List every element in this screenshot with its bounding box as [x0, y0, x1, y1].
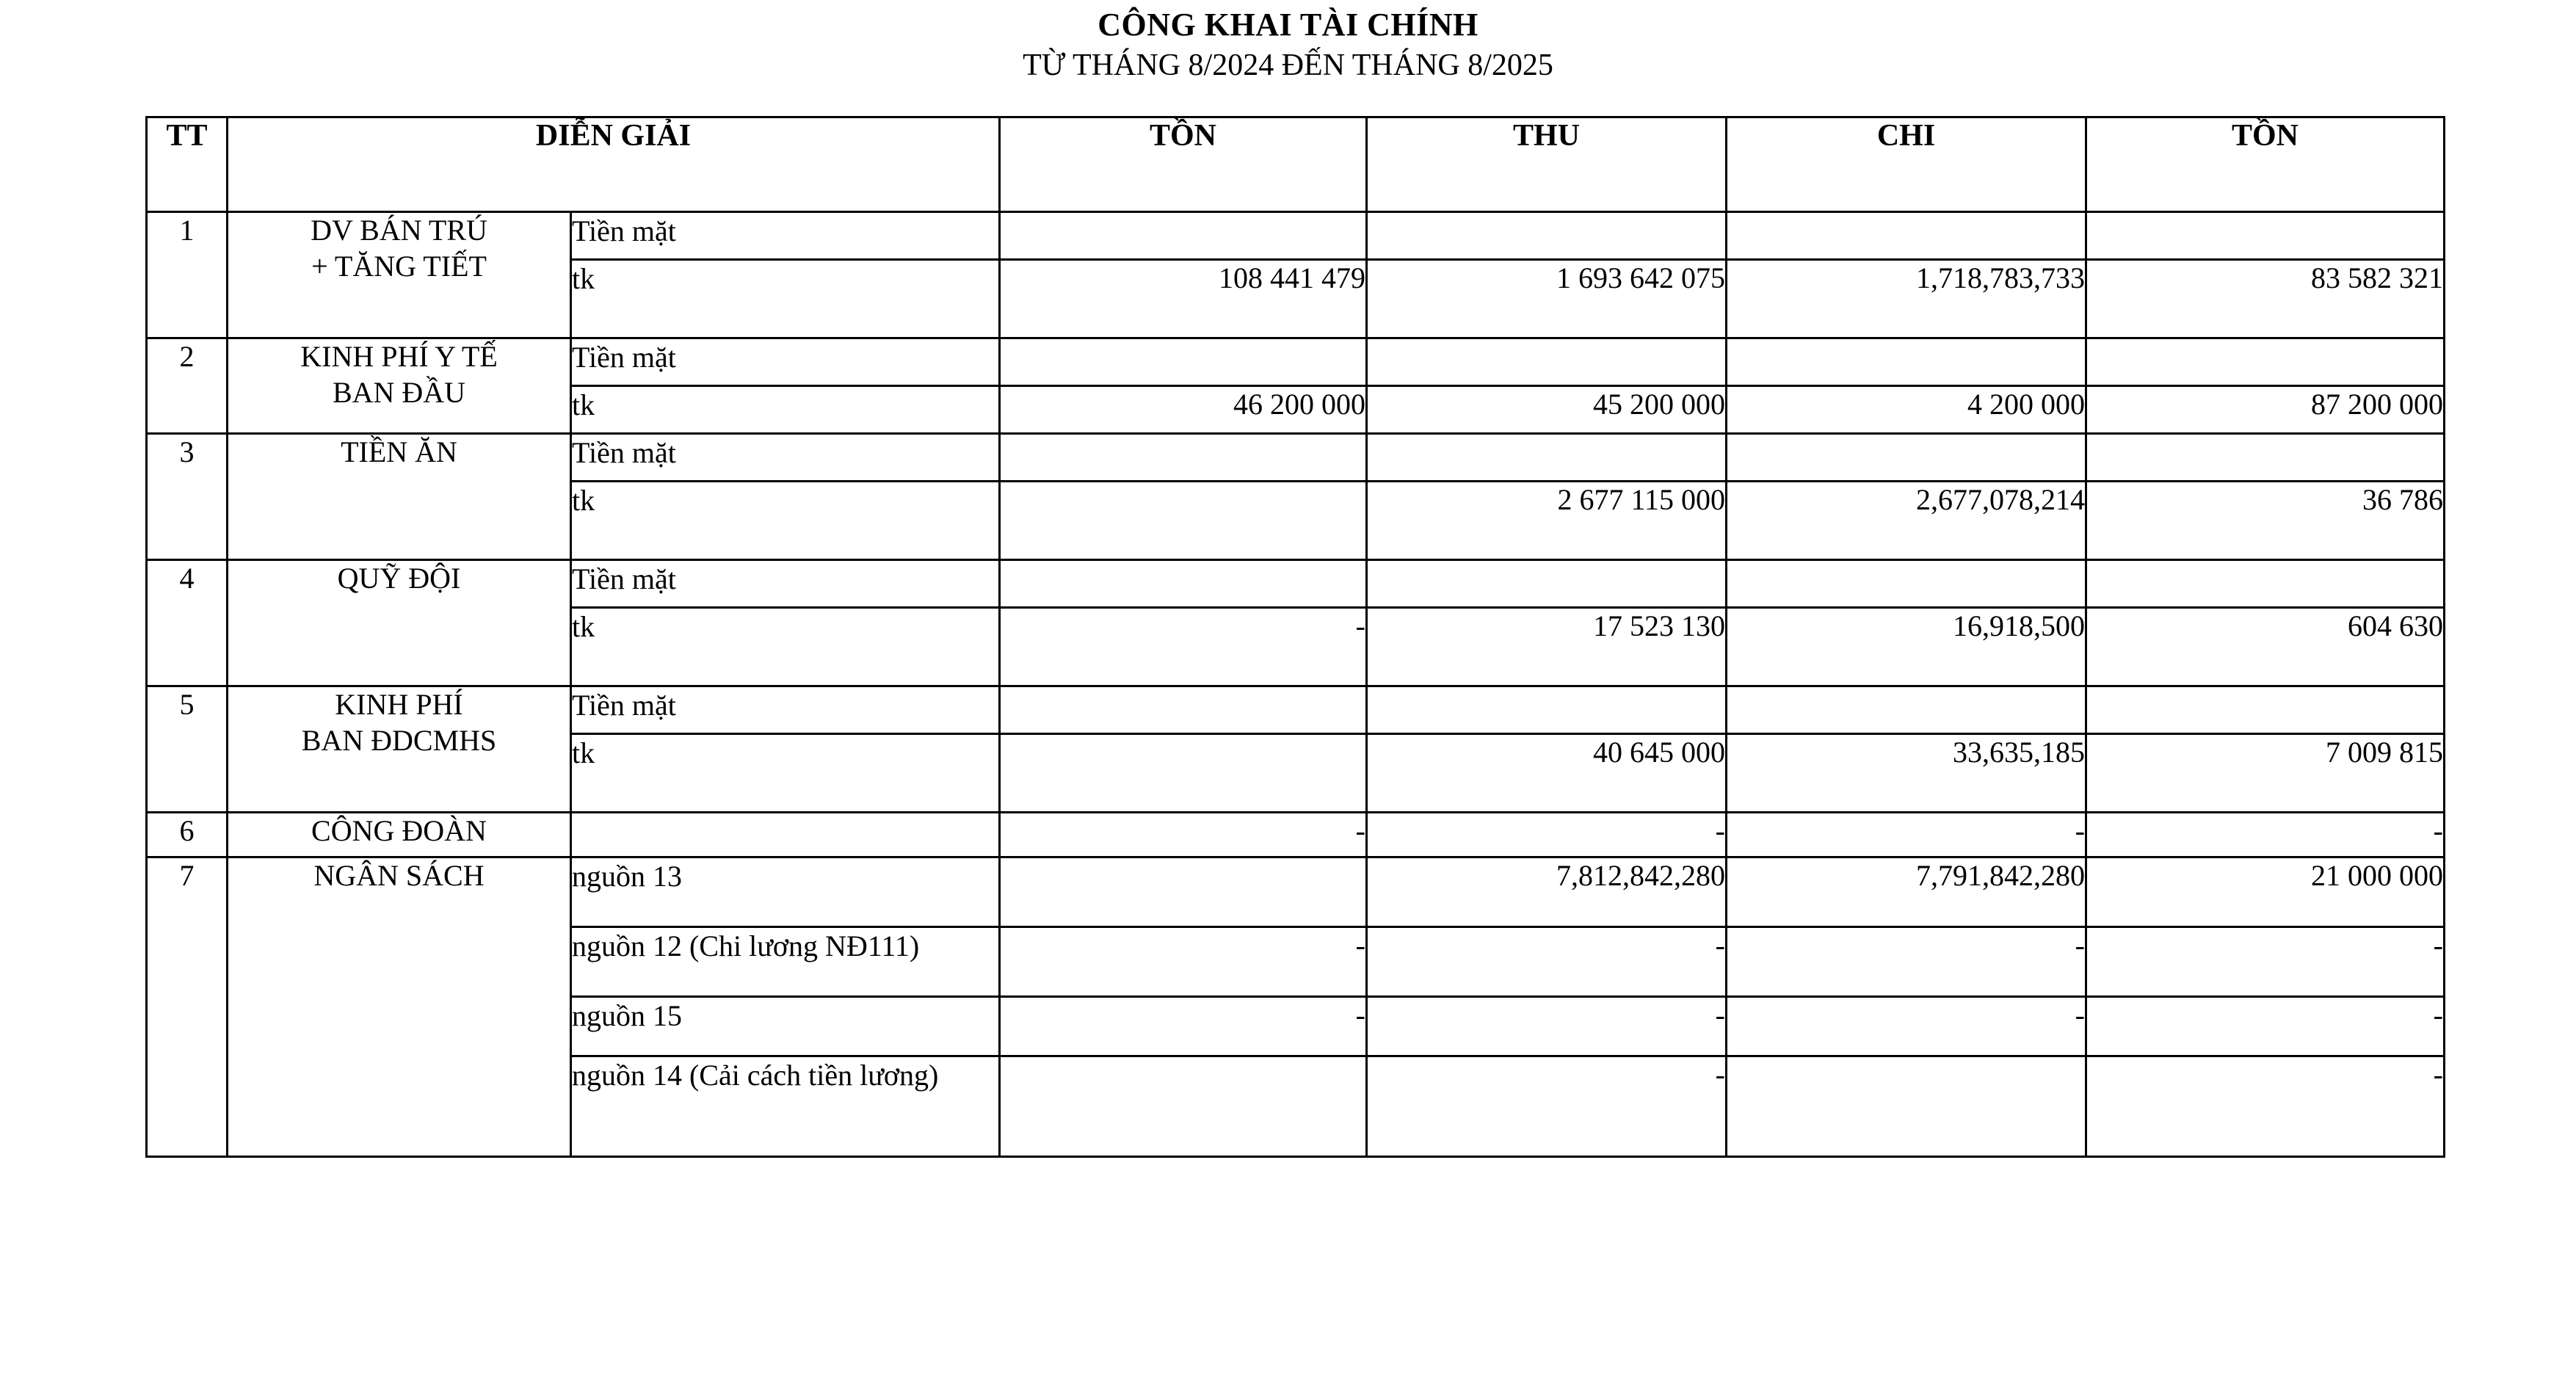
- sub-label: tk: [571, 734, 1000, 813]
- value-expense: [1727, 434, 2086, 482]
- column-header-opening-balance: TỒN: [1000, 117, 1367, 212]
- row-category-name: [228, 560, 571, 686]
- category-name-line1: QUỸ ĐỘI: [337, 562, 461, 595]
- row-number: 2: [147, 338, 228, 434]
- value-opening-balance: 46 200 000: [1000, 386, 1367, 434]
- table-row: [147, 686, 2445, 734]
- value-opening-balance: [1000, 482, 1367, 560]
- row-number: 6: [147, 813, 228, 857]
- sub-label: tk: [571, 482, 1000, 560]
- value-expense: [1727, 338, 2086, 386]
- row-category-name: [228, 212, 571, 338]
- row-number: 3: [147, 434, 228, 560]
- value-opening-balance: [1000, 1056, 1367, 1157]
- value-opening-balance: [1000, 734, 1367, 813]
- value-opening-balance: [1000, 560, 1367, 608]
- value-closing-balance: 604 630: [2086, 608, 2445, 686]
- value-expense: -: [1727, 997, 2086, 1056]
- sub-label: Tiền mặt: [571, 212, 1000, 260]
- value-income: [1367, 338, 1727, 386]
- value-closing-balance: 87 200 000: [2086, 386, 2445, 434]
- value-income: 1 693 642 075: [1367, 260, 1727, 338]
- table-row: [147, 434, 2445, 482]
- value-opening-balance: [1000, 338, 1367, 386]
- financial-table-container: [145, 116, 2443, 1158]
- value-opening-balance: -: [1000, 608, 1367, 686]
- value-expense: 7,791,842,280: [1727, 857, 2086, 927]
- sub-label: nguồn 14 (Cải cách tiền lương): [571, 1056, 1000, 1157]
- value-closing-balance: 83 582 321: [2086, 260, 2445, 338]
- column-header-description: DIỄN GIẢI: [228, 117, 1000, 212]
- column-header-tt: TT: [147, 117, 228, 212]
- value-expense: [1727, 212, 2086, 260]
- category-name-line1: CÔNG ĐOÀN: [311, 814, 487, 847]
- value-expense: 33,635,185: [1727, 734, 2086, 813]
- value-expense: [1727, 560, 2086, 608]
- sub-label: nguồn 13: [571, 857, 1000, 927]
- value-income: -: [1367, 813, 1727, 857]
- title-block: [0, 0, 2576, 84]
- row-category-name: [228, 434, 571, 560]
- value-opening-balance: [1000, 686, 1367, 734]
- category-name-line1: TIỀN ĂN: [341, 435, 457, 468]
- value-income: 40 645 000: [1367, 734, 1727, 813]
- financial-table: [145, 116, 2445, 1158]
- sub-label: nguồn 15: [571, 997, 1000, 1056]
- sub-label: tk: [571, 608, 1000, 686]
- value-income: [1367, 560, 1727, 608]
- value-closing-balance: -: [2086, 927, 2445, 997]
- value-income: [1367, 686, 1727, 734]
- category-name-line1: KINH PHÍ: [335, 688, 463, 721]
- table-header: [147, 117, 2445, 212]
- value-income: [1367, 434, 1727, 482]
- value-income: -: [1367, 997, 1727, 1056]
- value-opening-balance: -: [1000, 997, 1367, 1056]
- value-opening-balance: -: [1000, 813, 1367, 857]
- column-header-income: THU: [1367, 117, 1727, 212]
- row-category-name: [228, 857, 571, 1157]
- table-row: [147, 813, 2445, 857]
- value-income: 7,812,842,280: [1367, 857, 1727, 927]
- sub-label: Tiền mặt: [571, 686, 1000, 734]
- table-body: [147, 212, 2445, 1157]
- value-closing-balance: 36 786: [2086, 482, 2445, 560]
- row-category-name: [228, 813, 571, 857]
- row-number: 4: [147, 560, 228, 686]
- value-income: [1367, 212, 1727, 260]
- sub-label: tk: [571, 260, 1000, 338]
- category-name-line1: KINH PHÍ Y TẾ: [300, 340, 498, 373]
- value-opening-balance: -: [1000, 927, 1367, 997]
- row-number: 5: [147, 686, 228, 813]
- row-number: 7: [147, 857, 228, 1157]
- value-income: 2 677 115 000: [1367, 482, 1727, 560]
- sub-label: nguồn 12 (Chi lương NĐ111): [571, 927, 1000, 997]
- value-expense: 2,677,078,214: [1727, 482, 2086, 560]
- value-income: -: [1367, 927, 1727, 997]
- sub-label: Tiền mặt: [571, 560, 1000, 608]
- row-category-name: [228, 338, 571, 434]
- value-income: 17 523 130: [1367, 608, 1727, 686]
- page-subtitle: TỪ THÁNG 8/2024 ĐẾN THÁNG 8/2025: [1023, 48, 1553, 82]
- value-expense: -: [1727, 813, 2086, 857]
- category-name-line2: BAN ĐDCMHS: [301, 723, 497, 757]
- sub-label: Tiền mặt: [571, 338, 1000, 386]
- row-number: 1: [147, 212, 228, 338]
- page-title: CÔNG KHAI TÀI CHÍNH: [1097, 7, 1479, 43]
- value-expense: [1727, 1056, 2086, 1157]
- table-row: [147, 857, 2445, 927]
- value-closing-balance: [2086, 212, 2445, 260]
- value-closing-balance: 7 009 815: [2086, 734, 2445, 813]
- value-closing-balance: -: [2086, 1056, 2445, 1157]
- value-opening-balance: [1000, 434, 1367, 482]
- value-opening-balance: 108 441 479: [1000, 260, 1367, 338]
- value-closing-balance: 21 000 000: [2086, 857, 2445, 927]
- sub-label: Tiền mặt: [571, 434, 1000, 482]
- table-row: [147, 212, 2445, 260]
- value-closing-balance: [2086, 560, 2445, 608]
- sub-label: [571, 813, 1000, 857]
- value-closing-balance: [2086, 686, 2445, 734]
- category-name-line1: NGÂN SÁCH: [313, 859, 485, 892]
- category-name-line2: + TĂNG TIẾT: [311, 249, 487, 283]
- category-name-line1: DV BÁN TRÚ: [311, 214, 487, 247]
- value-income: -: [1367, 1056, 1727, 1157]
- value-closing-balance: -: [2086, 813, 2445, 857]
- table-row: [147, 338, 2445, 386]
- value-expense: -: [1727, 927, 2086, 997]
- value-expense: 16,918,500: [1727, 608, 2086, 686]
- sub-label: tk: [571, 386, 1000, 434]
- value-opening-balance: [1000, 857, 1367, 927]
- value-closing-balance: -: [2086, 997, 2445, 1056]
- value-closing-balance: [2086, 434, 2445, 482]
- row-category-name: [228, 686, 571, 813]
- value-income: 45 200 000: [1367, 386, 1727, 434]
- table-header-row: [147, 117, 2445, 212]
- table-row: [147, 560, 2445, 608]
- column-header-closing-balance: TỒN: [2086, 117, 2445, 212]
- column-header-expense: CHI: [1727, 117, 2086, 212]
- value-expense: [1727, 686, 2086, 734]
- category-name-line2: BAN ĐẦU: [332, 375, 466, 409]
- value-opening-balance: [1000, 212, 1367, 260]
- value-expense: 4 200 000: [1727, 386, 2086, 434]
- value-closing-balance: [2086, 338, 2445, 386]
- value-expense: 1,718,783,733: [1727, 260, 2086, 338]
